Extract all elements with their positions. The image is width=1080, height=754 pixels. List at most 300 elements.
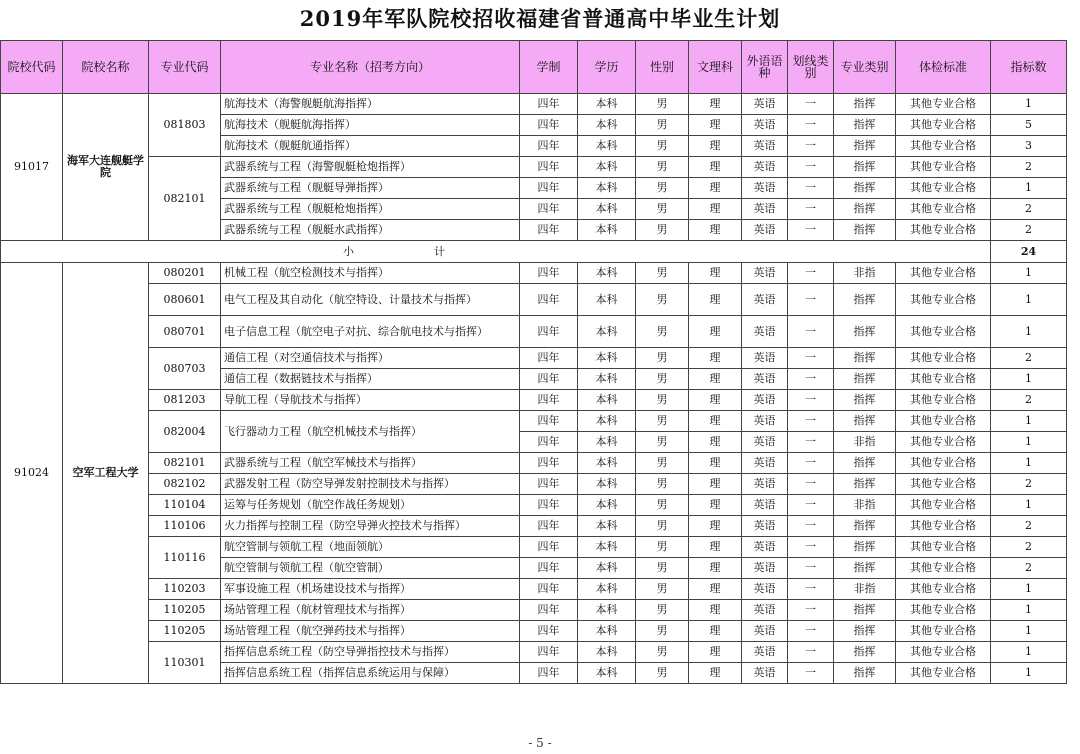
table-row: [1, 348, 1067, 369]
enrollment-plan-table: [0, 40, 1067, 684]
cell-degree: 本科: [578, 220, 636, 241]
cell-duration: 四年: [520, 579, 578, 600]
cell-gender: 男: [636, 136, 689, 157]
cell-track: 理: [689, 663, 742, 684]
cell-line-category: 一: [788, 390, 834, 411]
cell-quota: 1: [991, 316, 1067, 348]
cell-gender: 男: [636, 600, 689, 621]
cell-quota: 1: [991, 263, 1067, 284]
cell-language: 英语: [742, 199, 788, 220]
major-name-cell: 机械工程（航空检测技术与指挥）: [221, 263, 520, 284]
cell-duration: 四年: [520, 516, 578, 537]
cell-language: 英语: [742, 178, 788, 199]
cell-line-category: 一: [788, 284, 834, 316]
major-name-cell: 指挥信息系统工程（防空导弹指控技术与指挥）: [221, 642, 520, 663]
cell-language: 英语: [742, 157, 788, 178]
header-line-category: 划线类别: [788, 41, 834, 94]
cell-major-category: 指挥: [834, 316, 896, 348]
cell-major-category: 指挥: [834, 220, 896, 241]
major-name-cell: 导航工程（导航技术与指挥）: [221, 390, 520, 411]
cell-gender: 男: [636, 579, 689, 600]
major-code-cell: 081203: [149, 390, 221, 411]
table-row: [1, 284, 1067, 316]
header-track: 文理科: [689, 41, 742, 94]
cell-duration: 四年: [520, 199, 578, 220]
cell-quota: 2: [991, 474, 1067, 495]
cell-duration: 四年: [520, 390, 578, 411]
major-name-cell: 航空管制与领航工程（地面领航）: [221, 537, 520, 558]
cell-duration: 四年: [520, 411, 578, 432]
cell-line-category: 一: [788, 558, 834, 579]
cell-physical-standard: 其他专业合格: [896, 474, 991, 495]
cell-major-category: 指挥: [834, 642, 896, 663]
major-code-cell: 080703: [149, 348, 221, 390]
major-code-cell: 082101: [149, 453, 221, 474]
cell-duration: 四年: [520, 600, 578, 621]
major-name-cell: 武器系统与工程（舰艇导弹指挥）: [221, 178, 520, 199]
cell-gender: 男: [636, 516, 689, 537]
cell-gender: 男: [636, 390, 689, 411]
cell-line-category: 一: [788, 474, 834, 495]
cell-physical-standard: 其他专业合格: [896, 136, 991, 157]
cell-gender: 男: [636, 432, 689, 453]
cell-physical-standard: 其他专业合格: [896, 516, 991, 537]
cell-language: 英语: [742, 348, 788, 369]
major-name-cell: 飞行器动力工程（航空机械技术与指挥）: [221, 411, 520, 453]
header-major-name: 专业名称（招考方向）: [221, 41, 520, 94]
cell-gender: 男: [636, 558, 689, 579]
cell-line-category: 一: [788, 537, 834, 558]
major-name-cell: 电子信息工程（航空电子对抗、综合航电技术与指挥）: [221, 316, 520, 348]
cell-degree: 本科: [578, 600, 636, 621]
cell-physical-standard: 其他专业合格: [896, 284, 991, 316]
school-code-cell: 91017: [1, 94, 63, 241]
cell-major-category: 非指: [834, 579, 896, 600]
cell-duration: 四年: [520, 316, 578, 348]
cell-gender: 男: [636, 621, 689, 642]
cell-duration: 四年: [520, 432, 578, 453]
cell-language: 英语: [742, 495, 788, 516]
table-row: [1, 474, 1067, 495]
cell-quota: 5: [991, 115, 1067, 136]
cell-gender: 男: [636, 115, 689, 136]
cell-duration: 四年: [520, 348, 578, 369]
major-name-cell: 航海技术（舰艇航海指挥）: [221, 115, 520, 136]
cell-track: 理: [689, 600, 742, 621]
page-number: - 5 -: [528, 736, 552, 750]
cell-language: 英语: [742, 579, 788, 600]
header-major-category: 专业类别: [834, 41, 896, 94]
cell-degree: 本科: [578, 263, 636, 284]
cell-line-category: 一: [788, 220, 834, 241]
cell-quota: 1: [991, 432, 1067, 453]
cell-line-category: 一: [788, 369, 834, 390]
cell-language: 英语: [742, 263, 788, 284]
cell-duration: 四年: [520, 136, 578, 157]
major-code-cell: 110106: [149, 516, 221, 537]
cell-physical-standard: 其他专业合格: [896, 263, 991, 284]
cell-line-category: 一: [788, 94, 834, 115]
major-code-cell: 110205: [149, 621, 221, 642]
cell-line-category: 一: [788, 348, 834, 369]
cell-degree: 本科: [578, 136, 636, 157]
cell-degree: 本科: [578, 642, 636, 663]
cell-quota: 1: [991, 495, 1067, 516]
cell-degree: 本科: [578, 411, 636, 432]
cell-degree: 本科: [578, 516, 636, 537]
major-name-cell: 电气工程及其自动化（航空特设、计量技术与指挥）: [221, 284, 520, 316]
cell-physical-standard: 其他专业合格: [896, 453, 991, 474]
cell-track: 理: [689, 621, 742, 642]
cell-language: 英语: [742, 284, 788, 316]
cell-track: 理: [689, 642, 742, 663]
cell-gender: 男: [636, 220, 689, 241]
cell-major-category: 指挥: [834, 369, 896, 390]
cell-line-category: 一: [788, 621, 834, 642]
cell-physical-standard: 其他专业合格: [896, 178, 991, 199]
cell-gender: 男: [636, 537, 689, 558]
cell-gender: 男: [636, 411, 689, 432]
school-name-cell: 海军大连舰艇学院: [63, 94, 149, 241]
cell-track: 理: [689, 220, 742, 241]
cell-quota: 1: [991, 411, 1067, 432]
major-code-cell: 110104: [149, 495, 221, 516]
cell-major-category: 指挥: [834, 621, 896, 642]
major-name-cell: 武器系统与工程（舰艇水武指挥）: [221, 220, 520, 241]
cell-degree: 本科: [578, 537, 636, 558]
cell-degree: 本科: [578, 390, 636, 411]
cell-language: 英语: [742, 663, 788, 684]
major-code-cell: 080201: [149, 263, 221, 284]
subtotal-value: 24: [991, 241, 1067, 263]
cell-gender: 男: [636, 642, 689, 663]
table-row: [1, 642, 1067, 663]
cell-degree: 本科: [578, 558, 636, 579]
cell-major-category: 指挥: [834, 663, 896, 684]
cell-track: 理: [689, 579, 742, 600]
cell-quota: 1: [991, 642, 1067, 663]
cell-major-category: 指挥: [834, 348, 896, 369]
cell-degree: 本科: [578, 316, 636, 348]
cell-duration: 四年: [520, 369, 578, 390]
cell-duration: 四年: [520, 263, 578, 284]
cell-line-category: 一: [788, 157, 834, 178]
cell-duration: 四年: [520, 537, 578, 558]
major-name-cell: 军事设施工程（机场建设技术与指挥）: [221, 579, 520, 600]
major-name-cell: 火力指挥与控制工程（防空导弹火控技术与指挥）: [221, 516, 520, 537]
cell-physical-standard: 其他专业合格: [896, 115, 991, 136]
cell-gender: 男: [636, 348, 689, 369]
cell-quota: 1: [991, 453, 1067, 474]
table-row: [1, 390, 1067, 411]
major-name-cell: 指挥信息系统工程（指挥信息系统运用与保障）: [221, 663, 520, 684]
cell-line-category: 一: [788, 663, 834, 684]
cell-degree: 本科: [578, 663, 636, 684]
cell-track: 理: [689, 516, 742, 537]
header-degree: 学历: [578, 41, 636, 94]
cell-quota: 1: [991, 284, 1067, 316]
cell-line-category: 一: [788, 316, 834, 348]
cell-quota: 2: [991, 348, 1067, 369]
table-row: [1, 316, 1067, 348]
cell-line-category: 一: [788, 136, 834, 157]
cell-major-category: 指挥: [834, 537, 896, 558]
cell-physical-standard: 其他专业合格: [896, 537, 991, 558]
cell-major-category: 指挥: [834, 94, 896, 115]
table-row: [1, 516, 1067, 537]
cell-quota: 2: [991, 390, 1067, 411]
cell-line-category: 一: [788, 263, 834, 284]
cell-language: 英语: [742, 390, 788, 411]
cell-degree: 本科: [578, 621, 636, 642]
major-code-cell: 082101: [149, 157, 221, 241]
major-name-cell: 航空管制与领航工程（航空管制）: [221, 558, 520, 579]
cell-quota: 3: [991, 136, 1067, 157]
major-name-cell: 场站管理工程（航空弹药技术与指挥）: [221, 621, 520, 642]
cell-degree: 本科: [578, 157, 636, 178]
cell-degree: 本科: [578, 495, 636, 516]
cell-language: 英语: [742, 136, 788, 157]
cell-physical-standard: 其他专业合格: [896, 432, 991, 453]
cell-major-category: 指挥: [834, 390, 896, 411]
cell-major-category: 指挥: [834, 411, 896, 432]
cell-track: 理: [689, 474, 742, 495]
cell-duration: 四年: [520, 558, 578, 579]
cell-track: 理: [689, 411, 742, 432]
cell-quota: 1: [991, 94, 1067, 115]
cell-quota: 2: [991, 558, 1067, 579]
cell-line-category: 一: [788, 579, 834, 600]
cell-major-category: 指挥: [834, 474, 896, 495]
cell-track: 理: [689, 537, 742, 558]
cell-language: 英语: [742, 220, 788, 241]
cell-line-category: 一: [788, 453, 834, 474]
cell-language: 英语: [742, 369, 788, 390]
cell-major-category: 指挥: [834, 516, 896, 537]
cell-language: 英语: [742, 516, 788, 537]
cell-physical-standard: 其他专业合格: [896, 663, 991, 684]
cell-degree: 本科: [578, 432, 636, 453]
cell-duration: 四年: [520, 474, 578, 495]
cell-track: 理: [689, 432, 742, 453]
cell-major-category: 指挥: [834, 199, 896, 220]
cell-degree: 本科: [578, 348, 636, 369]
cell-language: 英语: [742, 316, 788, 348]
cell-physical-standard: 其他专业合格: [896, 220, 991, 241]
table-row: [1, 495, 1067, 516]
header-school-code: 院校代码: [1, 41, 63, 94]
cell-duration: 四年: [520, 642, 578, 663]
cell-line-category: 一: [788, 642, 834, 663]
table-row: [1, 263, 1067, 284]
cell-quota: 1: [991, 178, 1067, 199]
cell-major-category: 指挥: [834, 453, 896, 474]
header-gender: 性别: [636, 41, 689, 94]
cell-track: 理: [689, 348, 742, 369]
major-code-cell: 080701: [149, 316, 221, 348]
cell-line-category: 一: [788, 600, 834, 621]
cell-gender: 男: [636, 369, 689, 390]
cell-gender: 男: [636, 263, 689, 284]
cell-quota: 1: [991, 579, 1067, 600]
cell-physical-standard: 其他专业合格: [896, 316, 991, 348]
table-row: [1, 621, 1067, 642]
cell-physical-standard: 其他专业合格: [896, 558, 991, 579]
cell-major-category: 非指: [834, 432, 896, 453]
cell-track: 理: [689, 157, 742, 178]
major-name-cell: 航海技术（海警舰艇航海指挥）: [221, 94, 520, 115]
cell-duration: 四年: [520, 495, 578, 516]
major-code-cell: 110116: [149, 537, 221, 579]
cell-degree: 本科: [578, 115, 636, 136]
cell-physical-standard: 其他专业合格: [896, 600, 991, 621]
cell-track: 理: [689, 369, 742, 390]
major-code-cell: 082004: [149, 411, 221, 453]
table-row: [1, 411, 1067, 432]
cell-degree: 本科: [578, 178, 636, 199]
cell-major-category: 指挥: [834, 558, 896, 579]
cell-major-category: 指挥: [834, 157, 896, 178]
cell-quota: 1: [991, 621, 1067, 642]
cell-line-category: 一: [788, 115, 834, 136]
cell-degree: 本科: [578, 474, 636, 495]
cell-track: 理: [689, 284, 742, 316]
cell-track: 理: [689, 390, 742, 411]
cell-degree: 本科: [578, 94, 636, 115]
table-header-row: [1, 41, 1067, 94]
cell-line-category: 一: [788, 516, 834, 537]
cell-quota: 2: [991, 220, 1067, 241]
cell-track: 理: [689, 178, 742, 199]
cell-line-category: 一: [788, 411, 834, 432]
page-title: 2019年军队院校招收福建省普通高中毕业生计划: [299, 6, 781, 31]
cell-track: 理: [689, 136, 742, 157]
cell-language: 英语: [742, 115, 788, 136]
cell-quota: 2: [991, 516, 1067, 537]
cell-gender: 男: [636, 495, 689, 516]
header-quota: 指标数: [991, 41, 1067, 94]
cell-physical-standard: 其他专业合格: [896, 369, 991, 390]
cell-track: 理: [689, 316, 742, 348]
cell-degree: 本科: [578, 199, 636, 220]
cell-physical-standard: 其他专业合格: [896, 411, 991, 432]
subtotal-label-cell: [1, 241, 991, 263]
cell-track: 理: [689, 495, 742, 516]
cell-language: 英语: [742, 642, 788, 663]
major-code-cell: 082102: [149, 474, 221, 495]
cell-language: 英语: [742, 411, 788, 432]
cell-language: 英语: [742, 600, 788, 621]
major-code-cell: 110205: [149, 600, 221, 621]
cell-duration: 四年: [520, 663, 578, 684]
cell-major-category: 指挥: [834, 178, 896, 199]
cell-language: 英语: [742, 453, 788, 474]
cell-track: 理: [689, 199, 742, 220]
header-physical-standard: 体检标准: [896, 41, 991, 94]
cell-duration: 四年: [520, 284, 578, 316]
cell-duration: 四年: [520, 453, 578, 474]
cell-duration: 四年: [520, 178, 578, 199]
major-name-cell: 运筹与任务规划（航空作战任务规划）: [221, 495, 520, 516]
major-name-cell: 武器系统与工程（舰艇枪炮指挥）: [221, 199, 520, 220]
cell-language: 英语: [742, 474, 788, 495]
major-name-cell: 武器系统与工程（航空军械技术与指挥）: [221, 453, 520, 474]
cell-quota: 2: [991, 157, 1067, 178]
cell-language: 英语: [742, 621, 788, 642]
cell-major-category: 指挥: [834, 115, 896, 136]
cell-gender: 男: [636, 94, 689, 115]
cell-gender: 男: [636, 474, 689, 495]
cell-major-category: 指挥: [834, 600, 896, 621]
cell-physical-standard: 其他专业合格: [896, 621, 991, 642]
school-name-cell: 空军工程大学: [63, 263, 149, 684]
cell-track: 理: [689, 453, 742, 474]
major-name-cell: 航海技术（舰艇航通指挥）: [221, 136, 520, 157]
header-language: 外语语种: [742, 41, 788, 94]
cell-major-category: 指挥: [834, 284, 896, 316]
cell-physical-standard: 其他专业合格: [896, 390, 991, 411]
cell-degree: 本科: [578, 579, 636, 600]
cell-major-category: 指挥: [834, 136, 896, 157]
cell-degree: 本科: [578, 284, 636, 316]
cell-gender: 男: [636, 199, 689, 220]
cell-physical-standard: 其他专业合格: [896, 157, 991, 178]
cell-track: 理: [689, 94, 742, 115]
major-name-cell: 通信工程（数据链技术与指挥）: [221, 369, 520, 390]
cell-degree: 本科: [578, 369, 636, 390]
cell-line-category: 一: [788, 495, 834, 516]
cell-line-category: 一: [788, 178, 834, 199]
cell-line-category: 一: [788, 199, 834, 220]
cell-duration: 四年: [520, 157, 578, 178]
table-row: [1, 453, 1067, 474]
cell-physical-standard: 其他专业合格: [896, 579, 991, 600]
cell-physical-standard: 其他专业合格: [896, 348, 991, 369]
major-name-cell: 武器发射工程（防空导弹发射控制技术与指挥）: [221, 474, 520, 495]
cell-gender: 男: [636, 178, 689, 199]
cell-major-category: 非指: [834, 495, 896, 516]
major-code-cell: 110301: [149, 642, 221, 684]
cell-language: 英语: [742, 558, 788, 579]
table-row: [1, 579, 1067, 600]
cell-duration: 四年: [520, 115, 578, 136]
cell-gender: 男: [636, 316, 689, 348]
table-row: [1, 157, 1067, 178]
cell-track: 理: [689, 115, 742, 136]
cell-duration: 四年: [520, 94, 578, 115]
major-name-cell: 武器系统与工程（海警舰艇枪炮指挥）: [221, 157, 520, 178]
cell-quota: 1: [991, 663, 1067, 684]
cell-physical-standard: 其他专业合格: [896, 94, 991, 115]
cell-major-category: 非指: [834, 263, 896, 284]
cell-physical-standard: 其他专业合格: [896, 199, 991, 220]
major-name-cell: 通信工程（对空通信技术与指挥）: [221, 348, 520, 369]
table-row: [1, 94, 1067, 115]
cell-gender: 男: [636, 663, 689, 684]
cell-gender: 男: [636, 157, 689, 178]
cell-language: 英语: [742, 537, 788, 558]
cell-language: 英语: [742, 432, 788, 453]
cell-quota: 2: [991, 537, 1067, 558]
subtotal-label-a: 小: [343, 244, 354, 258]
cell-gender: 男: [636, 453, 689, 474]
subtotal-row: [1, 241, 1067, 263]
major-code-cell: 110203: [149, 579, 221, 600]
cell-quota: 1: [991, 600, 1067, 621]
cell-line-category: 一: [788, 432, 834, 453]
table-row: [1, 600, 1067, 621]
cell-duration: 四年: [520, 621, 578, 642]
